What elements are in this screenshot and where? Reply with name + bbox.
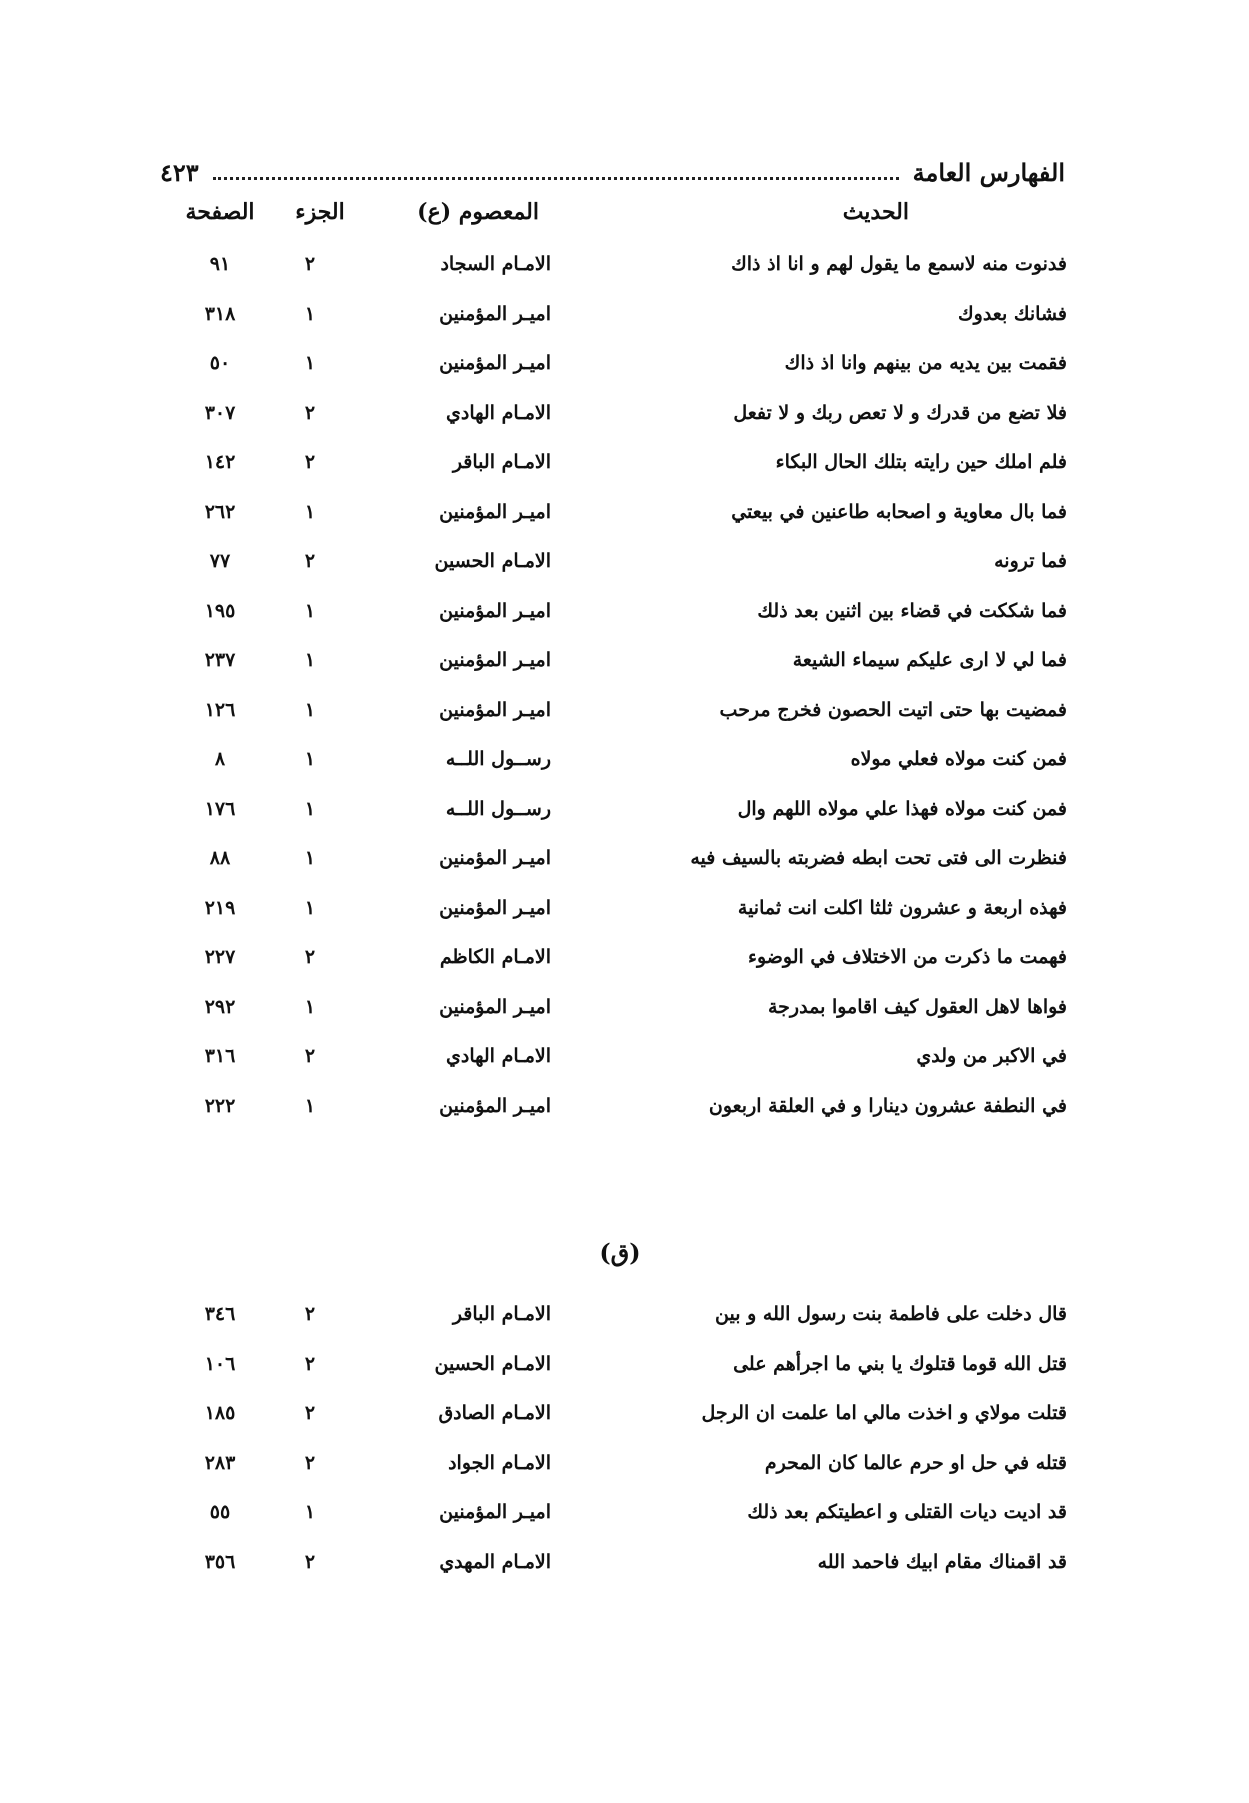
hadith-text: فشانك بعدوك [958,302,1067,325]
page-number-cell: ٣١٦ [204,1045,236,1067]
masum-name: اميـر المؤمنين [439,649,551,671]
table-row [0,785,1249,833]
table-row [0,339,1249,387]
table-header-row [0,188,1249,236]
juz-number: ٢ [304,1550,316,1573]
table-row [0,1439,1249,1487]
page-number-cell: ٢٨٣ [204,1451,236,1474]
masum-name: الامـام السجاد [440,253,551,275]
masum-name: الامـام الباقر [452,451,551,473]
table-row [0,636,1249,684]
page-number-cell: ١٢٦ [204,698,236,721]
juz-number: ١ [304,748,316,770]
juz-number: ٢ [304,946,316,968]
hadith-text: فمضيت بها حتى اتيت الحصون فخرج مرحب [719,698,1067,721]
masum-name: اميـر المؤمنين [439,698,551,721]
hadith-text: قال دخلت على فاطمة بنت رسول الله و بين [715,1303,1067,1325]
page-number-cell: ١٨٥ [204,1402,236,1424]
masum-name: رســول اللــه [445,748,551,770]
juz-number: ٢ [304,550,316,572]
masum-name: الامـام الجواد [448,1451,551,1474]
hadith-text: قتل الله قوما قتلوك يا بني ما اجرأهم على [733,1352,1067,1375]
hadith-text: فمن كنت مولاه فهذا علي مولاه اللهم وال [737,797,1067,820]
juz-number: ١ [304,847,316,869]
running-head-title: الفهارس العامة [912,157,1065,187]
juz-number: ٢ [304,401,316,424]
hadith-text: فما بال معاوية و اصحابه طاعنين في بيعتي [731,500,1067,523]
masum-name: الامـام الباقر [452,1303,551,1325]
masum-name: الامـام الكاظم [439,946,551,968]
hadith-text: قد اديت ديات القتلى و اعطيتكم بعد ذلك [747,1501,1067,1523]
header-hadith: الحديث [842,199,909,225]
table-row [0,1340,1249,1388]
juz-number: ١ [304,500,316,523]
page-number-cell: ٣٥٦ [204,1550,236,1573]
page-number-cell: ٣٤٦ [204,1303,236,1325]
masum-name: اميـر المؤمنين [439,352,551,374]
juz-number: ١ [304,599,316,622]
table-row [0,290,1249,338]
page-number-cell: ٩١ [209,253,231,275]
juz-number: ٢ [304,1352,316,1375]
masum-name: الامـام الصادق [438,1402,551,1424]
page-number-cell: ٢١٩ [204,896,236,919]
juz-number: ١ [304,1501,316,1523]
hadith-text: قتله في حل او حرم عالما كان المحرم [764,1451,1067,1474]
table-row [0,240,1249,288]
hadith-text: فواها لاهل العقول كيف اقاموا بمدرجة [768,995,1067,1018]
hadith-text: فقمت بين يديه من بينهم وانا اذ ذاك [784,352,1067,374]
section-letter-qaf: (ق) [599,1238,641,1267]
table-row [0,587,1249,635]
page-number-cell: ٨٨ [209,847,231,869]
masum-name: اميـر المؤمنين [439,500,551,523]
masum-name: الامـام الحسين [434,550,551,572]
hadith-text: فما ترونه [994,550,1067,572]
page-number-cell: ١٧٦ [204,797,236,820]
masum-name: اميـر المؤمنين [439,1501,551,1523]
masum-name: اميـر المؤمنين [439,995,551,1018]
masum-name: اميـر المؤمنين [439,302,551,325]
table-row [0,1032,1249,1080]
table-row [0,389,1249,437]
dot-leader [213,177,899,180]
hadith-text: فهمت ما ذكرت من الاختلاف في الوضوء [748,946,1067,968]
masum-name: رســول اللــه [445,797,551,820]
page-number-cell: ٢٦٢ [204,500,236,523]
page-number-cell: ٢٩٢ [204,995,236,1018]
header-juz: الجزء [295,199,345,225]
juz-number: ٢ [304,253,316,275]
table-row [0,1290,1249,1338]
hadith-text: فلم املك حين رايته بتلك الحال البكاء [775,451,1067,473]
masum-name: اميـر المؤمنين [439,599,551,622]
juz-number: ٢ [304,451,316,473]
page-number-cell: ٥٥ [209,1501,231,1523]
table-row [0,1538,1249,1586]
juz-number: ١ [304,698,316,721]
table-row [0,834,1249,882]
hadith-text: فنظرت الى فتى تحت ابطه فضربته بالسيف فيه [690,847,1067,869]
table-row [0,1082,1249,1130]
hadith-text: فما لي لا ارى عليكم سيماء الشيعة [792,649,1067,671]
page-number-cell: ١٤٢ [204,451,236,473]
page-number-cell: ٣٠٧ [204,401,236,424]
table-row [0,438,1249,486]
hadith-text: فهذه اربعة و عشرون ثلثا اكلت انت ثمانية [737,896,1067,919]
table-row [0,488,1249,536]
hadith-text: فمن كنت مولاه فعلي مولاه [850,748,1067,770]
masum-name: اميـر المؤمنين [439,847,551,869]
juz-number: ١ [304,896,316,919]
hadith-text: فدنوت منه لاسمع ما يقول لهم و انا اذ ذاك [731,253,1067,275]
table-row [0,884,1249,932]
masum-name: اميـر المؤمنين [439,896,551,919]
header-page: الصفحة [185,199,255,225]
hadith-text: في الاكبر من ولدي [916,1045,1067,1067]
juz-number: ٢ [304,1451,316,1474]
header-masum: المعصوم (ع) [417,199,539,225]
page-number-cell: ٥٠ [209,352,231,374]
table-row [0,735,1249,783]
table-row [0,1389,1249,1437]
hadith-text: قتلت مولاي و اخذت مالي اما علمت ان الرجل [701,1402,1067,1424]
juz-number: ٢ [304,1303,316,1325]
table-row [0,933,1249,981]
page-number-cell: ٢٢٢ [204,1094,236,1117]
page-number-cell: ١٠٦ [204,1352,236,1375]
page-number-cell: ٣١٨ [204,302,236,325]
page-number-cell: ٢٣٧ [204,649,236,671]
page-number-cell: ٢٢٧ [204,946,236,968]
hadith-text: فما شككت في قضاء بين اثنين بعد ذلك [757,599,1067,622]
masum-name: الامـام الهادي [446,1045,551,1067]
page-number-cell: ٧٧ [209,550,231,572]
table-row [0,983,1249,1031]
hadith-text: في النطفة عشرون دينارا و في العلقة اربعون [708,1094,1067,1117]
juz-number: ١ [304,352,316,374]
table-row [0,686,1249,734]
page-number: ٤٢٣ [160,157,199,187]
juz-number: ٢ [304,1045,316,1067]
page-number-cell: ١٩٥ [204,599,236,622]
hadith-text: قد اقمناك مقام ابيك فاحمد الله [817,1550,1067,1573]
masum-name: الامـام الهادي [446,401,551,424]
juz-number: ١ [304,649,316,671]
hadith-text: فلا تضع من قدرك و لا تعص ربك و لا تفعل [733,401,1067,424]
masum-name: الامـام الحسين [434,1352,551,1375]
table-row [0,1488,1249,1536]
page-number-cell: ٨ [214,748,226,770]
juz-number: ١ [304,1094,316,1117]
table-row [0,537,1249,585]
juz-number: ١ [304,797,316,820]
masum-name: الامـام المهدي [439,1550,551,1573]
masum-name: اميـر المؤمنين [439,1094,551,1117]
juz-number: ١ [304,995,316,1018]
juz-number: ٢ [304,1402,316,1424]
juz-number: ١ [304,302,316,325]
